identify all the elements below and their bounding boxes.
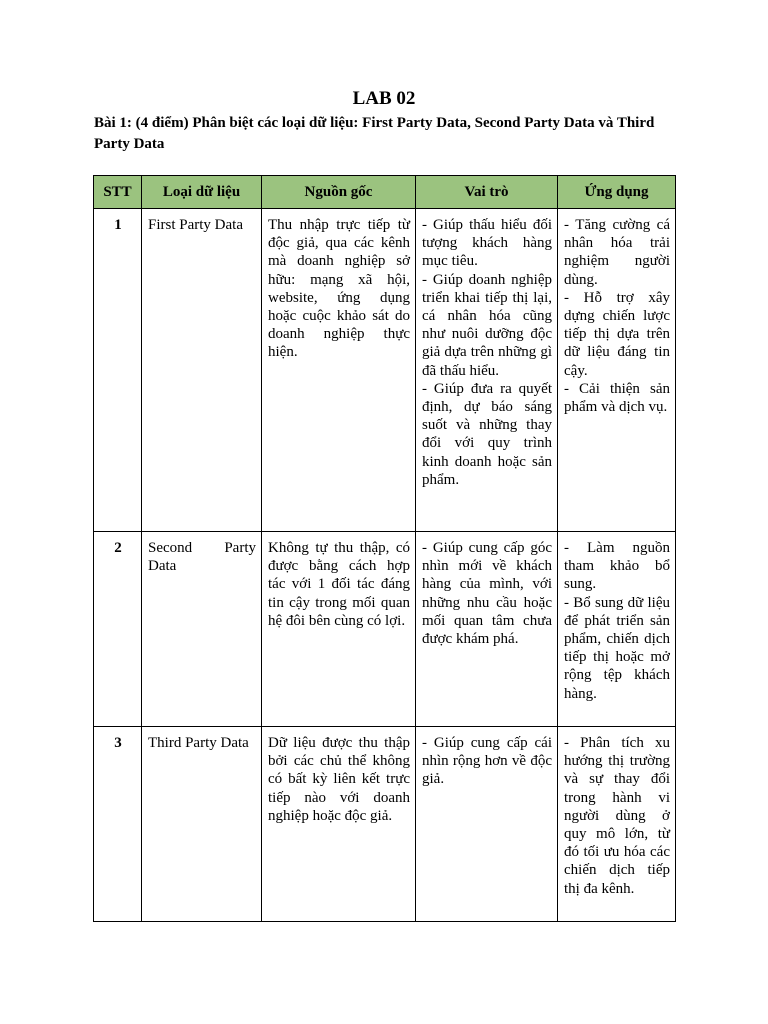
role-item: - Giúp thấu hiểu đối tượng khách hàng mục tiêu. — [422, 217, 552, 270]
application-cell — [558, 532, 676, 727]
row-number: 3 — [94, 727, 142, 922]
page-title: LAB 02 — [352, 88, 416, 109]
application-item: - Làm nguồn tham khảo bổ sung. — [564, 540, 670, 593]
application-item: - Bổ sung dữ liệu để phát triển sản phẩm, chiến dịch tiếp thị hoặc mở rộng tệp khách hàng. — [564, 594, 670, 702]
header-application: Ứng dụng — [558, 176, 676, 209]
application-cell — [558, 209, 676, 532]
role-cell — [416, 532, 558, 727]
table-row — [94, 727, 676, 922]
question-heading: Bài 1: (4 điểm) Phân biệt các loại dữ liệu: First Party Data, Second Party Data và Third Party Data — [94, 115, 655, 152]
application-item: - Cải thiện sản phẩm và dịch vụ. — [564, 380, 670, 416]
application-item: - Tăng cường cá nhân hóa trải nghiệm người dùng. — [564, 217, 670, 288]
role-item: - Giúp đưa ra quyết định, dự báo sáng suốt và những thay đổi với quy trình kinh doanh hoặc sản phẩm. — [422, 380, 552, 488]
role-cell — [416, 727, 558, 922]
role-item: - Giúp doanh nghiệp triển khai tiếp thị lại, cá nhân hóa cũng như nuôi dưỡng độc giả dựa trên những gì đã thấu hiểu. — [422, 271, 552, 379]
data-type-cell: First Party Data — [142, 209, 262, 532]
application-cell — [558, 727, 676, 922]
application-item: - Phân tích xu hướng thị trường và sự thay đổi trong hành vi người dùng ở quy mô lớn, từ đó tối ưu hóa các chiến dịch tiếp thị đa kênh. — [564, 735, 670, 897]
header-stt: STT — [94, 176, 142, 209]
role-item: - Giúp cung cấp cái nhìn rộng hơn về độc giả. — [422, 735, 552, 788]
table-header-row — [94, 176, 676, 209]
header-role: Vai trò — [416, 176, 558, 209]
source-cell: Dữ liệu được thu thập bởi các chủ thể không có bất kỳ liên kết trực tiếp nào với doanh nghiệp hoặc độc giả. — [262, 727, 416, 922]
row-number: 2 — [94, 532, 142, 727]
source-cell: Không tự thu thập, có được bằng cách hợp tác với 1 đối tác đáng tin cậy trong mối quan hệ đôi bên cùng có lợi. — [262, 532, 416, 727]
data-types-table — [93, 175, 676, 922]
table-row — [94, 532, 676, 727]
source-cell: Thu nhập trực tiếp từ độc giả, qua các kênh mà doanh nghiệp sở hữu: mạng xã hội, website, ứng dụng hoặc cuộc khảo sát do doanh nghiệp thực hiện. — [262, 209, 416, 532]
application-item: - Hỗ trợ xây dựng chiến lược tiếp thị dựa trên dữ liệu đáng tin cậy. — [564, 289, 670, 379]
header-data-type: Loại dữ liệu — [142, 176, 262, 209]
row-number: 1 — [94, 209, 142, 532]
data-type-cell: Second Party Data — [142, 532, 262, 727]
role-item: - Giúp cung cấp góc nhìn mới về khách hàng của mình, với những nhu cầu hoặc mối quan tâm chưa được khám phá. — [422, 540, 552, 648]
role-cell — [416, 209, 558, 532]
header-source: Nguồn gốc — [262, 176, 416, 209]
table-row — [94, 209, 676, 532]
data-type-cell: Third Party Data — [142, 727, 262, 922]
